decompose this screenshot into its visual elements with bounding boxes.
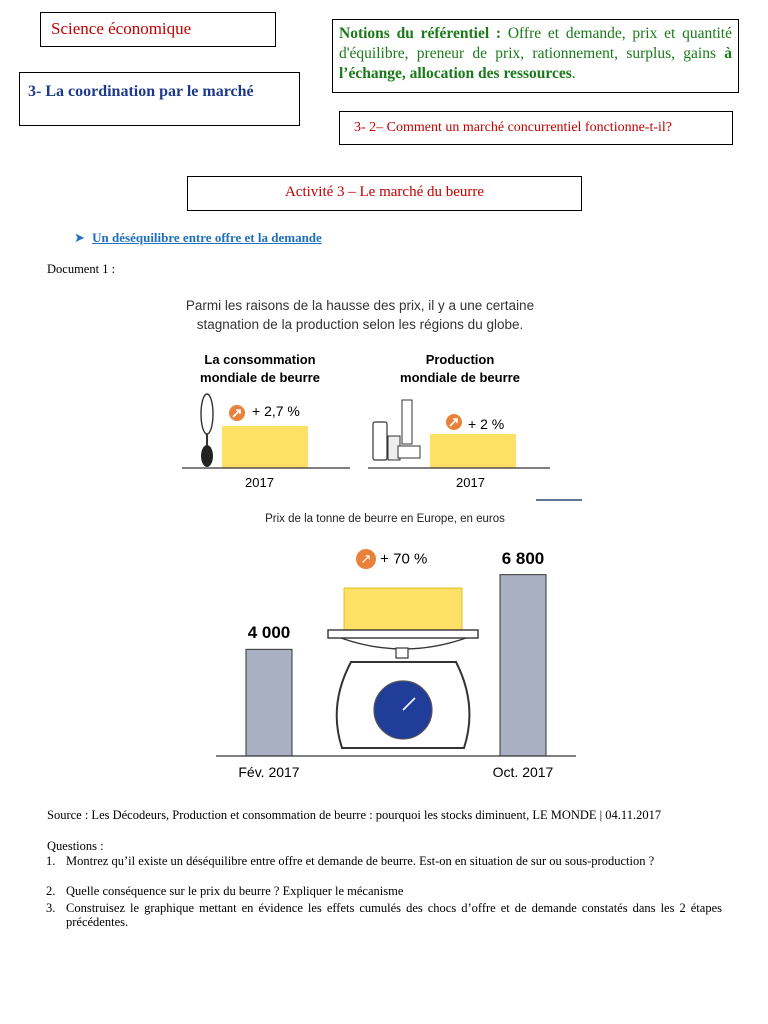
production-title-2: mondiale de beurre [400, 370, 520, 385]
up-arrow-icon [446, 414, 462, 430]
question-number: 2. [46, 884, 56, 898]
factory-icon [373, 400, 420, 460]
butter-block-icon [344, 588, 462, 632]
activity-box [187, 176, 582, 211]
production-change: + 2 % [468, 416, 505, 432]
production-year: 2017 [456, 475, 485, 490]
consumption-title-1: La consommation [204, 352, 316, 367]
up-arrow-icon: ↗ [356, 549, 376, 569]
intro-line-1: Parmi les raisons de la hausse des prix, il y a une certaine [185, 298, 535, 313]
price-change: + 70 % [380, 550, 428, 568]
arrow-bullet-icon: ➤ [74, 230, 85, 245]
question-item [46, 854, 722, 868]
question-item [46, 884, 722, 898]
section-heading [74, 230, 322, 246]
question-text: Construisez le graphique mettant en évidence les effets cumulés des chocs d’offre et de demande constatés dans les 2 étapes précédentes. [66, 901, 722, 929]
question-item [46, 901, 722, 929]
subject-title: Science économique [51, 19, 192, 38]
question-number: 1. [46, 854, 56, 868]
production-title-1: Production [425, 352, 495, 367]
whisk-icon [201, 394, 213, 467]
question-box [339, 111, 733, 145]
price-chart-title: Prix de la tonne de beurre en Europe, en euros [265, 513, 505, 525]
consumption-change: + 2,7 % [252, 403, 300, 419]
chapter-box [19, 72, 300, 126]
price-category-label: Fév. 2017 [238, 764, 300, 780]
chapter-title: 3- La coordination par le marché [28, 83, 254, 100]
question-title: 3- 2– Comment un marché concurrentiel fonctionne-t-il? [354, 120, 673, 135]
intro-line-2: stagnation de la production selon les régions du globe. [196, 317, 524, 332]
section-title: Un déséquilibre entre offre et la demande [92, 230, 322, 245]
question-text: Montrez qu’il existe un déséquilibre entre offre et demande de beurre. Est-on en situation de sur ou sous-production ? [66, 854, 655, 868]
notions-bold: à l’échange, allocation des ressources [339, 45, 733, 82]
source-text: Source : Les Décodeurs, Production et consommation de beurre : pourquoi les stocks diminuent, LE MONDE | 04.11.2017 [47, 808, 662, 822]
consumption-bar [222, 426, 308, 468]
notions-text [339, 24, 732, 84]
notions-list: Offre et demande, prix et quantité d'équilibre, preneur de prix, rationnement, surplus, gains [339, 25, 732, 62]
notions-end: . [571, 65, 576, 82]
question-number: 3. [46, 901, 56, 915]
price-bar [246, 649, 292, 756]
question-text: Quelle conséquence sur le prix du beurre ? Expliquer le mécanisme [66, 884, 404, 898]
production-bar [430, 434, 516, 468]
consumption-year: 2017 [245, 475, 274, 490]
price-bar [500, 575, 546, 756]
price-category-label: Oct. 2017 [492, 764, 554, 780]
consumption-title-2: mondiale de beurre [200, 370, 320, 385]
notions-label: Notions du référentiel : [339, 25, 502, 42]
scale-illustration [328, 588, 478, 748]
document-label: Document 1 : [47, 262, 116, 276]
price-change-group [356, 549, 427, 569]
up-arrow-icon [229, 405, 245, 421]
figure-infographic [170, 292, 590, 782]
activity-title: Activité 3 – Le marché du beurre [284, 184, 485, 200]
price-value-label: 4 000 [247, 623, 291, 643]
subject-box [40, 12, 276, 47]
questions-label: Questions : [47, 839, 104, 853]
eu-dial-icon [374, 681, 432, 739]
notions-box [332, 19, 739, 93]
price-value-label: 6 800 [501, 548, 545, 568]
